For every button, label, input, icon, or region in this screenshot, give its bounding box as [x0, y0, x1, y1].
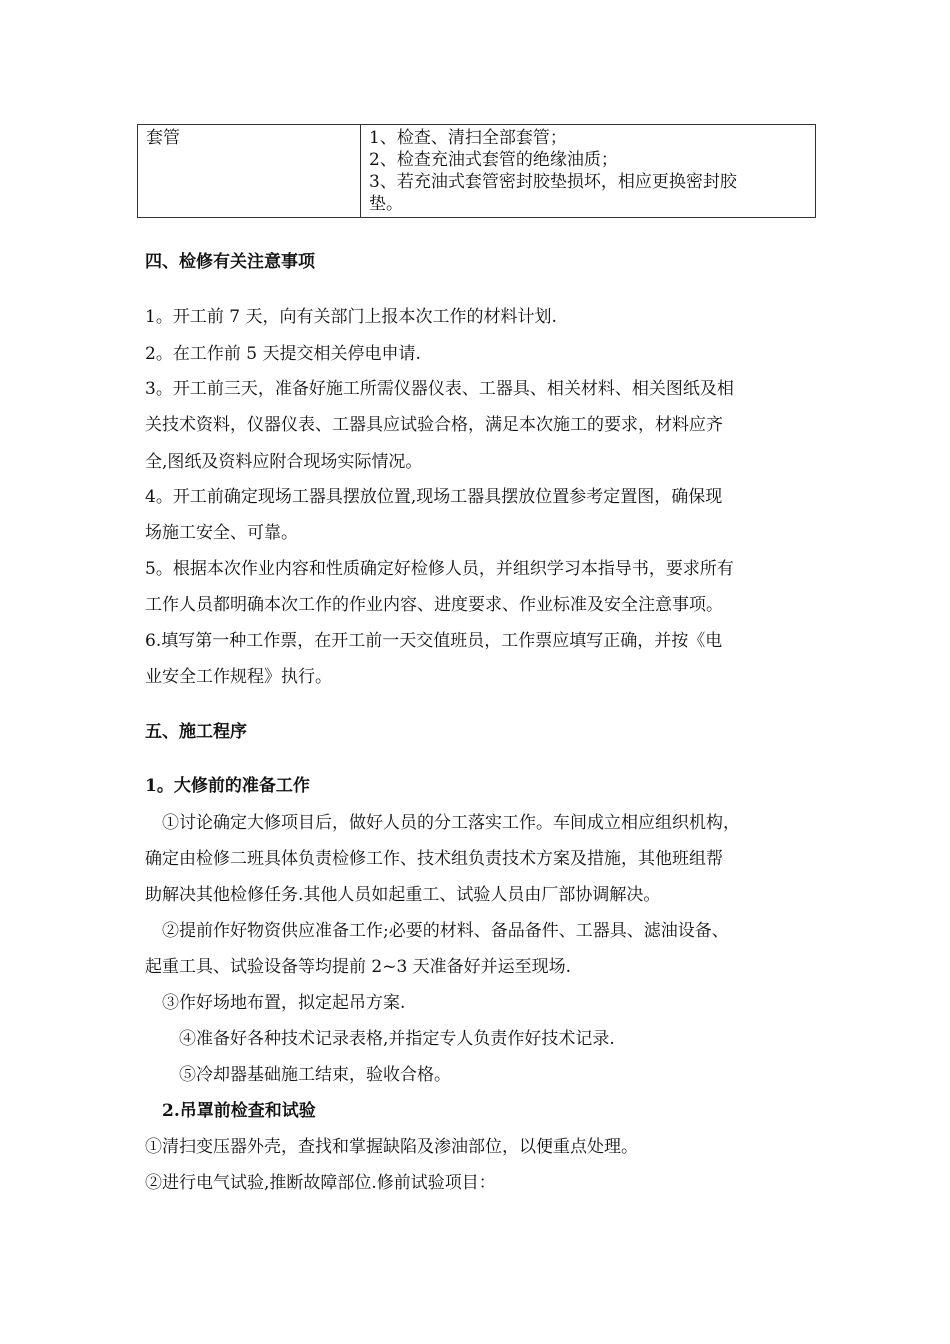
section4-heading: 四、检修有关注意事项 — [145, 252, 315, 272]
paragraph-line: ①讨论确定大修项目后，做好人员的分工落实工作。车间成立相应组织机构， — [162, 813, 740, 833]
paragraph-line: 确定由检修二班具体负责检修工作、技术组负责技术方案及措施，其他班组帮 — [145, 849, 723, 869]
subsection1-heading: 1。大修前的准备工作 — [145, 776, 310, 796]
paragraph-line: 1。开工前 7 天，向有关部门上报本次工作的材料计划. — [145, 307, 557, 327]
table-content-line: 1、检查、清扫全部套管； — [369, 128, 567, 148]
item-content-cell — [361, 125, 816, 218]
paragraph-line: 业安全工作规程》执行。 — [145, 667, 332, 687]
paragraph-line: 关技术资料，仪器仪表、工器具应试验合格，满足本次施工的要求，材料应齐 — [145, 415, 723, 435]
paragraph-line: ①清扫变压器外壳，查找和掌握缺陷及渗油部位，以便重点处理。 — [145, 1137, 638, 1157]
table-row — [138, 125, 816, 218]
paragraph-line: 起重工具、试验设备等均提前 2~3 天准备好并运至现场. — [145, 957, 572, 977]
paragraph-line: 助解决其他检修任务.其他人员如起重工、试验人员由厂部协调解决。 — [145, 885, 661, 905]
item-name-cell: 套管 — [138, 125, 361, 218]
table-content-line: 3、若充油式套管密封胶垫损坏，相应更换密封胶 — [369, 172, 737, 192]
table-content-line: 2、检查充油式套管的绝缘油质； — [369, 150, 618, 170]
subsection2-heading: 2.吊罩前检查和试验 — [162, 1101, 316, 1121]
paragraph-line: 5。根据本次作业内容和性质确定好检修人员，并组织学习本指导书，要求所有 — [145, 559, 734, 579]
paragraph-line: 6.填写第一种工作票，在开工前一天交值班员，工作票应填写正确，并按《电 — [145, 631, 723, 651]
paragraph-line: 工作人员都明确本次工作的作业内容、进度要求、作业标准及安全注意事项。 — [145, 595, 723, 615]
paragraph-line: ④准备好各种技术记录表格,并指定专人负责作好技术记录. — [179, 1029, 615, 1049]
maintenance-item-table — [137, 124, 816, 218]
paragraph-line: ②进行电气试验,推断故障部位.修前试验项目： — [145, 1173, 496, 1193]
section5-heading: 五、施工程序 — [145, 722, 247, 742]
paragraph-line: 2。在工作前 5 天提交相关停电申请. — [145, 344, 421, 364]
paragraph-line: 场施工安全、可靠。 — [145, 523, 298, 543]
table-content-line: 垫。 — [369, 194, 403, 214]
paragraph-line: ③作好场地布置，拟定起吊方案. — [162, 993, 406, 1013]
paragraph-line: 全,图纸及资料应附合现场实际情况。 — [145, 452, 423, 472]
paragraph-line: 3。开工前三天，准备好施工所需仪器仪表、工器具、相关材料、相关图纸及相 — [145, 379, 734, 399]
paragraph-line: 4。开工前确定现场工器具摆放位置,现场工器具摆放位置参考定置图，确保现 — [145, 487, 723, 507]
paragraph-line: ⑤冷却器基础施工结束，验收合格。 — [179, 1065, 451, 1085]
paragraph-line: ②提前作好物资供应准备工作;必要的材料、备品备件、工器具、滤油设备、 — [162, 921, 729, 941]
